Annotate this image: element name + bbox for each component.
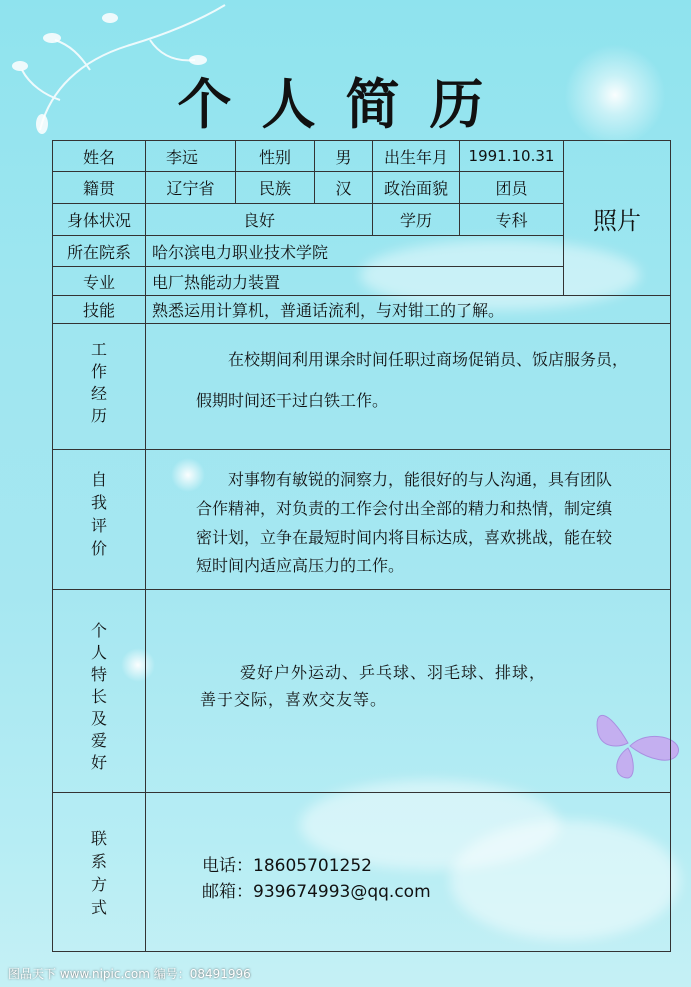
page-title: 个人简历 (177, 72, 514, 136)
self-line: 密计划，立争在最短时间内将目标达成，喜欢挑战，能在较 (196, 528, 613, 547)
label-char: 特 (90, 665, 107, 684)
politics-value: 团员 (495, 179, 528, 198)
name-label: 姓名 (82, 147, 115, 167)
self-line: 短时间内适应高压力的工作。 (196, 556, 405, 575)
label-char: 个 (90, 621, 107, 640)
school-value: 哈尔滨电力职业技术学院 (152, 242, 329, 262)
label-char: 我 (90, 493, 107, 512)
label-char: 历 (90, 406, 107, 425)
label-char: 作 (90, 362, 107, 381)
ethnicity-value: 汉 (335, 179, 352, 198)
health-label: 身体状况 (66, 211, 131, 230)
origin-value: 辽宁省 (166, 179, 215, 198)
gender-value: 男 (335, 147, 352, 167)
label-char: 工 (90, 340, 107, 359)
origin-label: 籍贯 (82, 179, 115, 198)
label-char: 经 (90, 384, 107, 403)
label-char: 式 (90, 898, 107, 917)
hobby-line: 爱好户外运动、乒乓球、羽毛球、排球， (240, 663, 547, 682)
major-label: 专业 (82, 272, 115, 292)
label-char: 人 (90, 643, 107, 662)
label-char: 系 (90, 852, 107, 871)
label-char: 自 (90, 470, 107, 489)
school-label: 所在院系 (66, 242, 131, 262)
contact-email: 邮箱：939674993@qq.com (202, 882, 431, 902)
work-line: 假期时间还干过白铁工作。 (196, 391, 389, 410)
label-char: 联 (90, 829, 107, 848)
education-label: 学历 (399, 211, 432, 230)
major-value: 电厂热能动力装置 (152, 272, 281, 292)
label-char: 长 (90, 687, 107, 706)
politics-label: 政治面貌 (383, 179, 448, 198)
ethnicity-label: 民族 (258, 179, 291, 198)
label-char: 方 (90, 875, 107, 894)
watermark: 图品天下 www.nipic.com 编号：08491996 (8, 967, 251, 981)
label-char: 及 (90, 709, 107, 728)
photo-placeholder: 照片 (593, 206, 641, 235)
label-char: 爱 (90, 731, 107, 750)
label-char: 好 (90, 753, 107, 772)
label-char: 评 (90, 516, 107, 535)
self-line: 合作精神，对负责的工作会付出全部的精力和热情，制定缜 (196, 499, 613, 518)
resume-form (52, 140, 671, 952)
contact-phone: 电话：18605701252 (202, 856, 372, 876)
gender-label: 性别 (258, 147, 291, 167)
label-char: 价 (90, 539, 107, 558)
birth-value: 1991.10.31 (468, 147, 555, 165)
name-value: 李远 (166, 147, 199, 167)
work-line: 在校期间利用课余时间任职过商场促销员、饭店服务员， (228, 350, 629, 369)
hobby-line: 善于交际，喜欢交友等。 (200, 690, 388, 709)
self-line: 对事物有敏锐的洞察力，能很好的与人沟通，具有团队 (228, 470, 613, 489)
birth-label: 出生年月 (383, 147, 448, 167)
skills-label: 技能 (82, 301, 115, 320)
health-value: 良好 (242, 211, 275, 230)
skills-value: 熟悉运用计算机，普通话流利，与对钳工的了解。 (152, 301, 505, 320)
education-value: 专科 (495, 211, 528, 230)
